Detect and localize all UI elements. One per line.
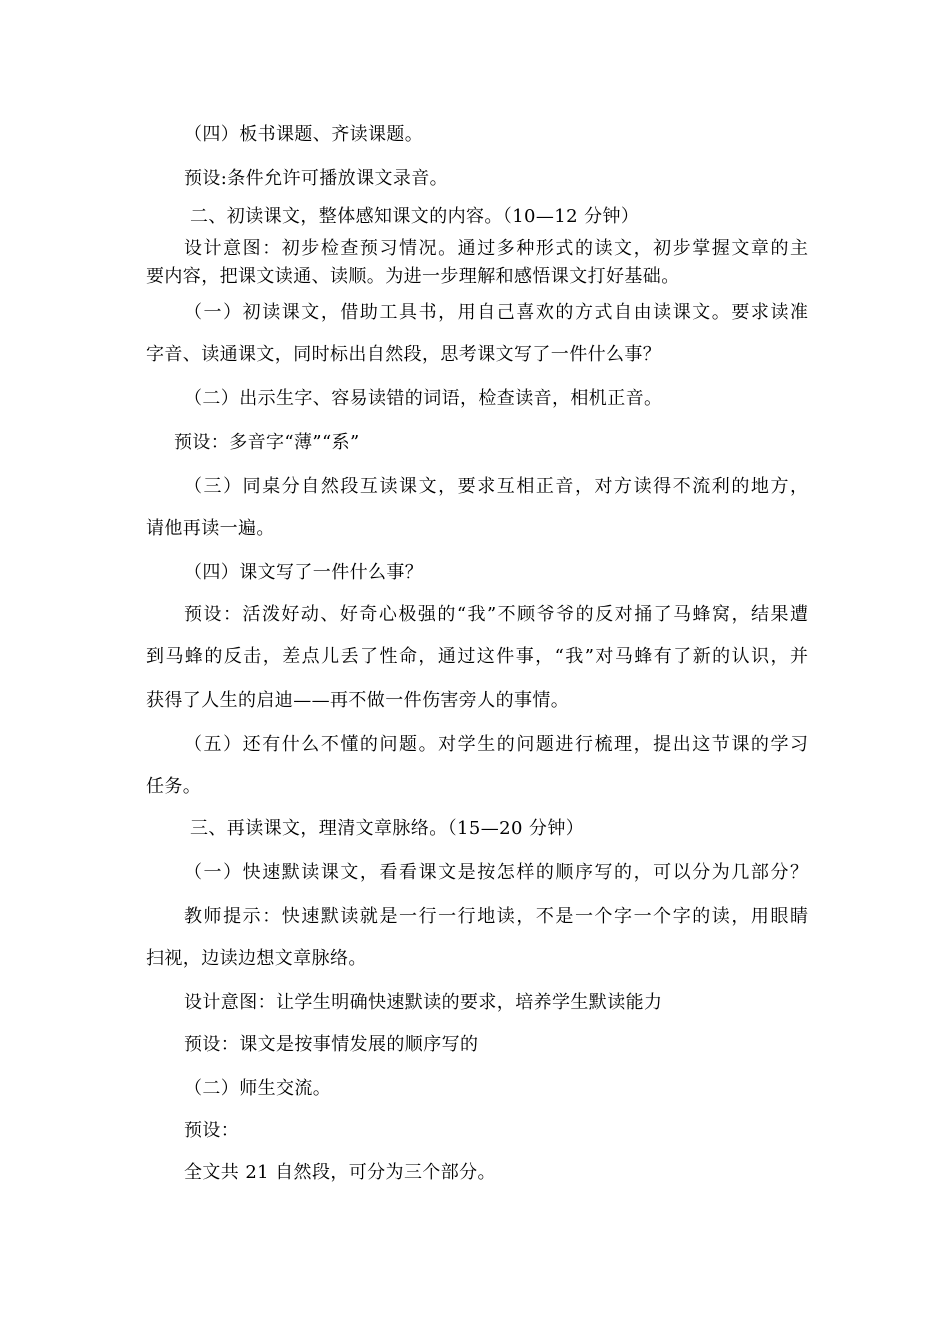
section-heading: 二、初读课文，整体感知课文的内容。（10—12 分钟） — [190, 206, 640, 227]
text-line: 到马蜂的反击，差点儿丢了性命，通过这件事，“我”对马蜂有了新的认识，并 — [146, 646, 808, 667]
text-line: 教师提示：快速默读就是一行一行地读，不是一个字一个字的读，用眼睛 — [184, 906, 808, 927]
text-line: （三）同桌分自然段互读课文，要求互相正音，对方读得不流利的地方， — [184, 476, 808, 497]
section-heading: 三、再读课文，理清文章脉络。（15—20 分钟） — [190, 818, 585, 839]
text-line: （四）课文写了一件什么事？ — [184, 562, 424, 583]
text-line: （一）初读课文，借助工具书，用自己喜欢的方式自由读课文。要求读准 — [184, 302, 808, 323]
text-line: 预设：活泼好动、好奇心极强的“我”不顾爷爷的反对捅了马蜂窝，结果遭 — [184, 604, 808, 625]
text-line: （二）师生交流。 — [184, 1078, 332, 1099]
text-line: 设计意图：让学生明确快速默读的要求，培养学生默读能力 — [184, 992, 663, 1013]
text-line: 预设：多音字“薄”“系” — [174, 432, 360, 453]
text-line: 任务。 — [146, 776, 202, 797]
text-line: 获得了人生的启迪——再不做一件伤害旁人的事情。 — [146, 690, 570, 711]
text-line: 扫视，边读边想文章脉络。 — [146, 948, 367, 969]
text-line: （二）出示生字、容易读错的词语，检查读音，相机正音。 — [184, 388, 663, 409]
text-line: 字音、读通课文，同时标出自然段，思考课文写了一件什么事？ — [146, 344, 662, 365]
text-line: 设计意图：初步检查预习情况。通过多种形式的读文，初步掌握文章的主 — [184, 238, 808, 259]
text-line: 预设：课文是按事情发展的顺序写的 — [184, 1034, 479, 1055]
text-line: 预设:条件允许可播放课文录音。 — [184, 168, 449, 189]
text-line: 预设： — [184, 1120, 240, 1141]
text-line: 全文共 21 自然段，可分为三个部分。 — [184, 1162, 496, 1183]
text-line: （一）快速默读课文，看看课文是按怎样的顺序写的，可以分为几部分？ — [184, 862, 808, 883]
text-line: 要内容，把课文读通、读顺。为进一步理解和感悟课文打好基础。 — [146, 266, 680, 287]
text-line: （五）还有什么不懂的问题。对学生的问题进行梳理，提出这节课的学习 — [184, 734, 808, 755]
text-line: （四）板书课题、齐读课题。 — [184, 124, 424, 145]
text-line: 请他再读一遍。 — [146, 518, 275, 539]
